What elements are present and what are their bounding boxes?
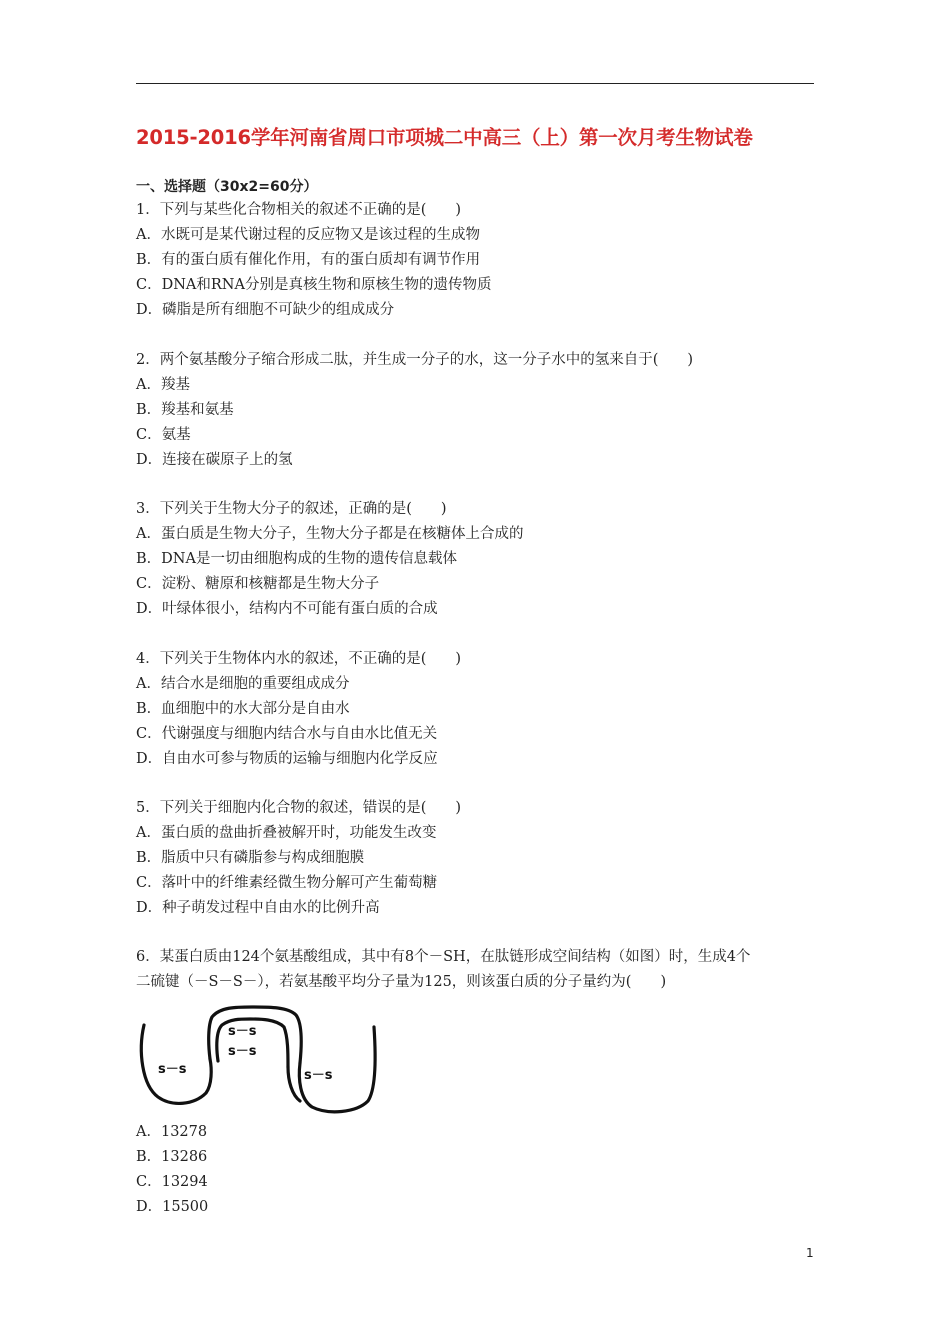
disulfide-bond-label-4: s－s <box>304 1068 333 1083</box>
option-c: C．落叶中的纤维素经微生物分解可产生葡萄糖 <box>136 875 438 891</box>
option-b: B．脂质中只有磷脂参与构成细胞膜 <box>136 850 365 866</box>
option-b: B．DNA是一切由细胞构成的生物的遗传信息载体 <box>136 551 457 567</box>
disulfide-bond-label-1: s－s <box>228 1024 257 1039</box>
option-a: A．结合水是细胞的重要组成成分 <box>136 676 350 692</box>
option-b: B．羧基和氨基 <box>136 402 234 418</box>
question-3 <box>136 497 816 622</box>
option-d: D．15500 <box>136 1199 209 1215</box>
question-5 <box>136 796 816 921</box>
question-stem: 4．下列关于生物体内水的叙述，不正确的是( ) <box>136 651 462 667</box>
section-heading: 一、选择题（30x2=60分） <box>136 179 318 195</box>
option-a: A．蛋白质是生物大分子，生物大分子都是在核糖体上合成的 <box>136 526 524 542</box>
option-d: D．种子萌发过程中自由水的比例升高 <box>136 900 380 916</box>
protein-disulfide-figure <box>136 1003 380 1116</box>
question-stem-line-2: 二硫键（－S－S－），若氨基酸平均分子量为125，则该蛋白质的分子量约为( ) <box>136 974 667 990</box>
disulfide-bond-label-2: s－s <box>228 1044 257 1059</box>
question-6 <box>136 945 816 995</box>
disulfide-bond-label-3: s－s <box>158 1062 187 1077</box>
option-b: B．有的蛋白质有催化作用，有的蛋白质却有调节作用 <box>136 252 481 268</box>
question-stem: 3．下列关于生物大分子的叙述，正确的是( ) <box>136 501 447 517</box>
question-4 <box>136 647 816 772</box>
page-number: 1 <box>806 1246 814 1260</box>
question-2 <box>136 348 816 473</box>
option-a: A．13278 <box>136 1124 208 1140</box>
header-rule <box>136 83 814 84</box>
question-6-options <box>136 1120 816 1220</box>
question-stem: 5．下列关于细胞内化合物的叙述，错误的是( ) <box>136 800 462 816</box>
option-c: C．DNA和RNA分别是真核生物和原核生物的遗传物质 <box>136 277 492 293</box>
page-title: 2015-2016学年河南省周口市项城二中高三（上）第一次月考生物试卷 <box>136 126 753 149</box>
option-c: C．代谢强度与细胞内结合水与自由水比值无关 <box>136 726 438 742</box>
question-1 <box>136 198 816 323</box>
option-c: C．氨基 <box>136 427 191 443</box>
question-stem: 2．两个氨基酸分子缩合形成二肽，并生成一分子的水，这一分子水中的氢来自于( ) <box>136 352 694 368</box>
option-b: B．血细胞中的水大部分是自由水 <box>136 701 350 717</box>
option-b: B．13286 <box>136 1149 208 1165</box>
option-d: D．自由水可参与物质的运输与细胞内化学反应 <box>136 751 438 767</box>
option-a: A．羧基 <box>136 377 190 393</box>
option-d: D．叶绿体很小，结构内不可能有蛋白质的合成 <box>136 601 438 617</box>
option-d: D．连接在碳原子上的氢 <box>136 452 293 468</box>
question-stem-line-1: 6．某蛋白质由124个氨基酸组成，其中有8个－SH，在肽链形成空间结构（如图）时，生成4个 <box>136 949 751 965</box>
option-a: A．水既可是某代谢过程的反应物又是该过程的生成物 <box>136 227 480 243</box>
option-a: A．蛋白质的盘曲折叠被解开时，功能发生改变 <box>136 825 437 841</box>
option-d: D．磷脂是所有细胞不可缺少的组成成分 <box>136 302 395 318</box>
option-c: C．淀粉、糖原和核糖都是生物大分子 <box>136 576 380 592</box>
option-c: C．13294 <box>136 1174 208 1190</box>
question-stem: 1．下列与某些化合物相关的叙述不正确的是( ) <box>136 202 462 218</box>
